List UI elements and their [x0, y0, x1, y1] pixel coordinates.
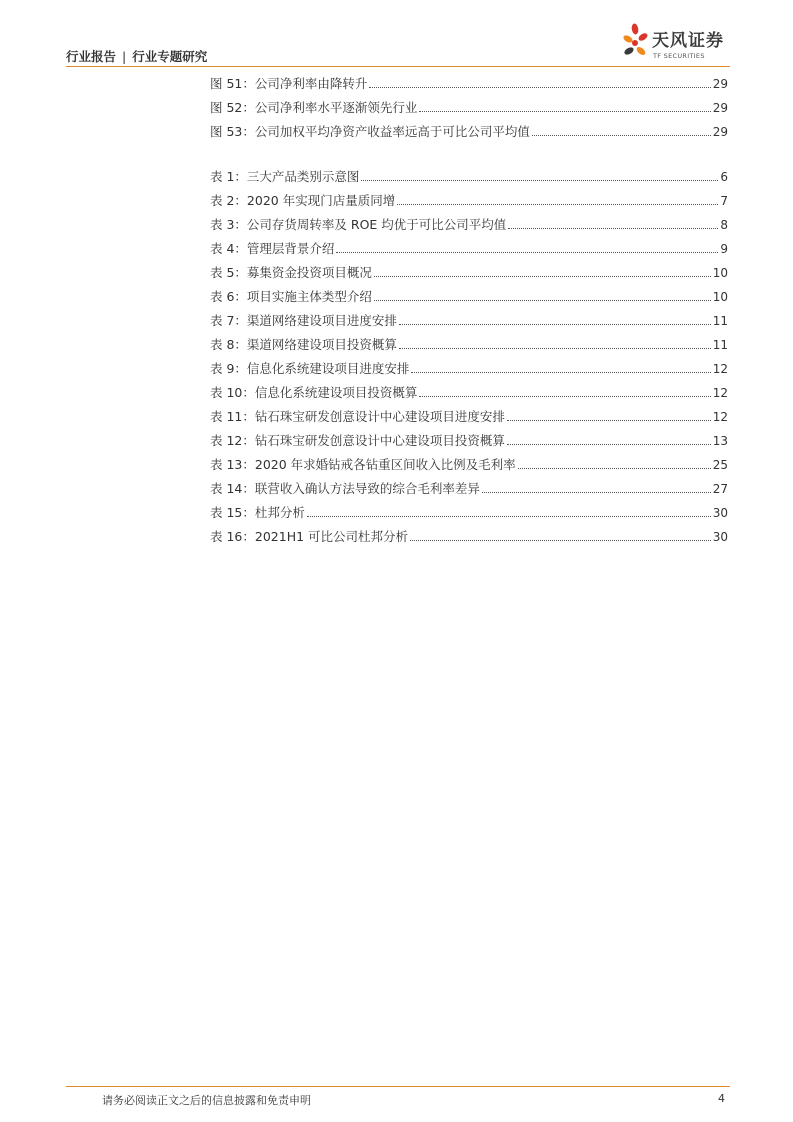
toc-entry[interactable] [210, 501, 728, 521]
toc-leader-dots [397, 203, 718, 205]
toc-entry[interactable] [210, 357, 728, 377]
toc-entry-page: 10 [712, 266, 728, 280]
toc-entry[interactable] [210, 429, 728, 449]
toc-entry-title: 表 15：杜邦分析 [210, 505, 305, 520]
toc-entry-page: 6 [720, 170, 728, 184]
toc-entry-page: 9 [720, 242, 728, 256]
toc-entry-page: 12 [712, 362, 728, 376]
toc-entry-page: 11 [712, 338, 728, 352]
toc-leader-dots [307, 515, 711, 517]
toc-leader-dots [336, 251, 718, 253]
toc-entry[interactable] [210, 381, 728, 401]
toc-entry-title: 图 52：公司净利率水平逐渐领先行业 [210, 100, 418, 115]
toc-entry[interactable] [210, 405, 728, 425]
toc-entry[interactable] [210, 120, 728, 140]
toc-leader-dots [419, 395, 710, 397]
toc-entry[interactable] [210, 525, 728, 545]
toc-entry-page: 13 [712, 434, 728, 448]
page-number: 4 [718, 1092, 725, 1105]
toc-entry-title: 表 9：信息化系统建设项目进度安排 [210, 361, 410, 376]
toc-leader-dots [361, 179, 718, 181]
toc-entry-title: 表 6：项目实施主体类型介绍 [210, 289, 372, 304]
toc-entry[interactable] [210, 261, 728, 281]
toc-leader-dots [374, 299, 711, 301]
toc-entry[interactable] [210, 189, 728, 209]
toc-entry-title: 表 16：2021H1 可比公司杜邦分析 [210, 529, 409, 544]
toc-entry-page: 8 [720, 218, 728, 232]
toc-entry-title: 图 51：公司净利率由降转升 [210, 76, 368, 91]
toc-leader-dots [399, 323, 711, 325]
toc-leader-dots [411, 371, 710, 373]
header-separator: | [122, 49, 127, 64]
toc-entry-page: 12 [712, 410, 728, 424]
toc-leader-dots [369, 86, 710, 88]
header-divider [66, 66, 730, 67]
toc-leader-dots [518, 467, 711, 469]
toc-entry-title: 表 12：钻石珠宝研发创意设计中心建设项目投资概算 [210, 433, 505, 448]
toc-entry-title: 表 4：管理层背景介绍 [210, 241, 335, 256]
toc-entry-page: 29 [712, 77, 728, 91]
toc-entry[interactable] [210, 477, 728, 497]
toc-leader-dots [399, 347, 711, 349]
toc-leader-dots [507, 443, 711, 445]
toc-entry-title: 表 8：渠道网络建设项目投资概算 [210, 337, 397, 352]
flower-logo-icon [622, 22, 652, 66]
footer-divider [66, 1086, 730, 1087]
toc-entry-title: 表 11：钻石珠宝研发创意设计中心建设项目进度安排 [210, 409, 505, 424]
toc-entry[interactable] [210, 285, 728, 305]
toc-entry-page: 30 [712, 530, 728, 544]
toc-entry-page: 29 [712, 101, 728, 115]
toc-entry[interactable] [210, 72, 728, 92]
toc-entry-title: 表 1：三大产品类别示意图 [210, 169, 360, 184]
toc-entry[interactable] [210, 165, 728, 185]
toc-entry-page: 10 [712, 290, 728, 304]
logo-english-name: TF SECURITIES [653, 52, 705, 60]
toc-entry-title: 表 14：联营收入确认方法导致的综合毛利率差异 [210, 481, 480, 496]
toc-entry[interactable] [210, 333, 728, 353]
toc-entry-page: 25 [712, 458, 728, 472]
logo-chinese-name: 天风证券 [652, 31, 724, 51]
toc-entry-title: 表 3：公司存货周转率及 ROE 均优于可比公司平均值 [210, 217, 507, 232]
toc-entry-page: 12 [712, 386, 728, 400]
toc-leader-dots [419, 110, 710, 112]
toc-entry-title: 图 53：公司加权平均净资产收益率远高于可比公司平均值 [210, 124, 530, 139]
toc-entry-title: 表 13：2020 年求婚钻戒各钻重区间收入比例及毛利率 [210, 457, 516, 472]
report-header [66, 47, 207, 65]
toc-entry[interactable] [210, 213, 728, 233]
toc-leader-dots [532, 134, 711, 136]
toc-leader-dots [482, 491, 711, 493]
report-type: 行业报告 [66, 49, 117, 64]
toc-entry-page: 7 [720, 194, 728, 208]
tf-securities-logo [622, 22, 734, 66]
toc-entry-title: 表 5：募集资金投资项目概况 [210, 265, 372, 280]
toc-entry-title: 表 2：2020 年实现门店量质同增 [210, 193, 396, 208]
toc-entry-page: 27 [712, 482, 728, 496]
toc-leader-dots [374, 275, 711, 277]
toc-entry-page: 29 [712, 125, 728, 139]
report-subtype: 行业专题研究 [132, 49, 208, 64]
toc-entry-title: 表 10：信息化系统建设项目投资概算 [210, 385, 418, 400]
toc-entry[interactable] [210, 453, 728, 473]
toc-entry[interactable] [210, 96, 728, 116]
toc-leader-dots [410, 539, 711, 541]
toc-leader-dots [508, 227, 718, 229]
toc-entry-page: 11 [712, 314, 728, 328]
footer-disclaimer: 请务必阅读正文之后的信息披露和免责申明 [102, 1094, 311, 1107]
toc-entry[interactable] [210, 237, 728, 257]
toc-entry-title: 表 7：渠道网络建设项目进度安排 [210, 313, 397, 328]
toc-leader-dots [507, 419, 711, 421]
toc-entry-page: 30 [712, 506, 728, 520]
toc-entry[interactable] [210, 309, 728, 329]
